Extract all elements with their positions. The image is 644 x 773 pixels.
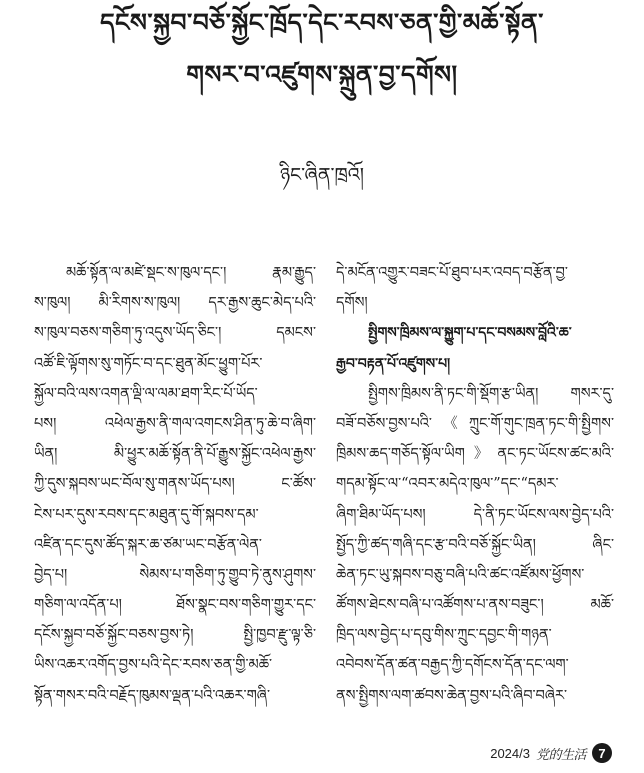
body-line: འཚོ་ཇི་ལྟོགས་སུ་གཏོང་བ་དང་ཐུན་མོང་ཕྱུག་པོར་ bbox=[34, 355, 263, 372]
body-line: འབེབས་དོན་ཚན་བརྒྱད་ཀྱི་དགོངས་དོན་དང་ལག་ bbox=[336, 657, 569, 674]
body-line: ཡིས་འཆར་འགོད་བྱས་པའི་དེང་རབས་ཅན་གྱི་མཆོ་ bbox=[34, 657, 273, 674]
body-line: སྐྱོལ་བའི་ལས་འགན་ལྡི་ལ་ལམ་ཐག་རིང་པོ་ཡོད་ bbox=[34, 385, 258, 402]
body-line: ནས་སྤྱིགས་ལག་ཚབས་ཆེན་བྱས་པའི་ཞིབ་བཞེར་ bbox=[336, 687, 568, 704]
body-line: སྤྱོད་ཀྱི་ཚད་གཞི་དང་རྩ་བའི་བཅོ་སྐྱོང་ཡིན། ཞིང་ bbox=[336, 536, 614, 553]
issue-date: 2024/3 bbox=[490, 745, 530, 761]
body-line: དེ་མངོན་འགྱུར་བཟང་པོ་ཐུབ་པར་འབད་བརྩོན་བྱ་ bbox=[336, 265, 568, 281]
body-line: དགོས། bbox=[336, 295, 368, 312]
magazine-name: 党的生活 bbox=[535, 747, 586, 763]
body-line: སྤྱིགས་ཁྲིམས་ནི་ཏང་གི་སྡོག་རྩ་ཡིན། གསར་དུ་ bbox=[368, 385, 614, 402]
right-column bbox=[336, 258, 614, 711]
article-title-line-2: གསར་བ་འཛུགས་སྐྲུན་བྱ་དགོས། bbox=[186, 60, 458, 89]
body-line: ངེས་པར་དུས་རབས་དང་མཐུན་དུ་གོ་སྐབས་དམ་ bbox=[34, 506, 259, 523]
body-line: ཆེན་ཏང་ཡུ་སྐབས་བཅུ་བཞི་པའི་ཚང་འཛོམས་ཕྱོགས་ bbox=[336, 566, 585, 583]
section-heading: སྤྱིགས་ཁྲིམས་ལ་སྐྱུག་པ་དང་བསམས་བློའི་ཆ་ bbox=[368, 325, 572, 342]
body-line: སྟོན་གསར་བའི་བརྗོད་ཁུམས་ལྡན་པའི་འཆར་གཞི་ bbox=[34, 687, 270, 704]
body-line: མཆོ་སྟོན་ལ་མཛེ་སྡང་ས་ཁུལ་དང་། རྣམ་རྒྱུད་ bbox=[66, 265, 316, 281]
page-number: 7 bbox=[592, 743, 612, 763]
body-line: བཟོ་བཅོས་བྱས་པའི་《ཀྲུང་གོ་གུང་ཁྲན་ཏང་གི་སྤྱིགས་ bbox=[336, 415, 614, 432]
body-line: ཀྱི་དུས་སྐབས་ཡང་བོལ་སུ་གནས་ཡོད་པས། ང་ཚོས་ bbox=[34, 476, 316, 493]
body-line: ཁྲིམས་ཆད་གཅོད་སྟོལ་ཡིག》ནང་ཏང་ཡོངས་ཚང་མའི་ bbox=[336, 446, 614, 463]
body-line: པས། འཕེལ་རྒྱས་ནི་གལ་འགངས་ཤིན་ཏུ་ཆེ་བ་ཞིག་ bbox=[34, 415, 316, 432]
section-heading: རྒྱབ་བརྟན་པོ་འཛུགས་པ། bbox=[336, 355, 451, 372]
body-line: ཚོགས་ཐེངས་བཞི་པ་འཚོགས་པ་ནས་བཟུང་། མཆོ་ bbox=[336, 597, 614, 614]
body-line: བྱེད་པ། སེམས་པ་གཅིག་ཏུ་གྱུབ་ཏེ་ནུས་ཤུགས་ bbox=[34, 566, 316, 583]
article-author: ཉིང་ཞིན་ཁྲའོ། bbox=[280, 164, 364, 186]
body-line: ས་ཁུལ་བཅས་གཅིག་ཏུ་འདུས་ཡོད་ཅིང་། དམངས་ bbox=[34, 325, 316, 342]
body-line: ས་ཁུལ། མི་རིགས་ས་ཁུལ། དར་རྒྱས་ཆུང་མེད་པའི་ bbox=[34, 295, 316, 312]
body-line: འཛིན་དང་དུས་ཚོད་སྐར་ཆ་ཙམ་ཡང་བརྩོན་ལེན་ bbox=[34, 536, 262, 553]
left-column bbox=[34, 258, 316, 711]
body-line: ཡིན། མི་ཕྱུར་མཆོ་སྟོན་ནི་པོ་རྒྱུས་སྐྱོང་འཕེལ་རྒྱས་ bbox=[34, 446, 316, 463]
body-line: ཞིག་ཐིམ་ཡོད་པས། དེ་ནི་ཏང་ཡོངས་ལས་བྱེད་པའི་ bbox=[336, 506, 614, 523]
body-line: ཁྲིད་ལས་བྱེད་པ་དབུ་གིས་ཀྲུང་དབྱང་གི་གཉན་ bbox=[336, 627, 552, 644]
article-title-line-1: དངོས་སྐྱབ་བཅོ་སྐྱོང་ཁྲོད་དེང་རབས་ཅན་གྱི་མཆོ་སྟོན་ bbox=[100, 8, 544, 37]
body-line: གཅིག་ལ་འདོན་པ། ཐོས་སྣང་བས་གཅིག་གྱུར་དང་ bbox=[34, 597, 316, 614]
body-line: དངོས་སྐྱབ་བཅོ་སྐྱོང་བཅས་བྱས་ཏེ། སྤྱི་ཁྱབ་རྫུ་ལྟ་ཅི་ bbox=[34, 627, 316, 644]
page-footer bbox=[490, 740, 612, 766]
body-line: གདམ་སྟོང་ལ་“འབར་མདེའ་ཁུལ་”དང་“དམར་ bbox=[336, 476, 559, 493]
